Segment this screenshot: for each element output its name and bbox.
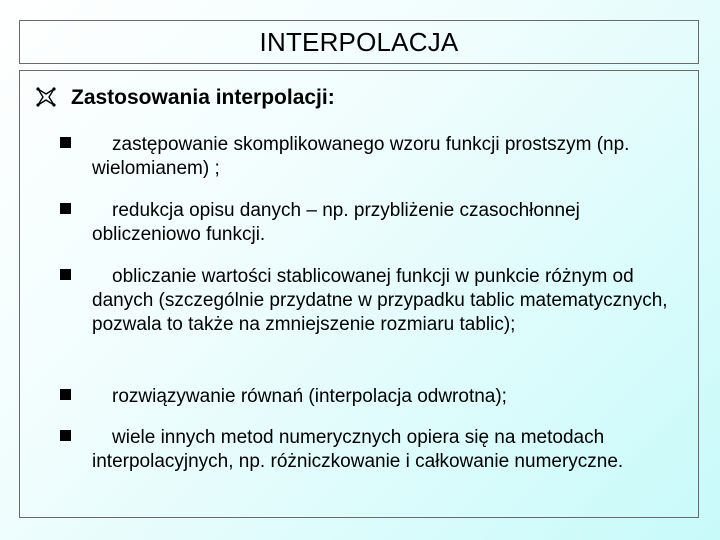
list-item bbox=[60, 265, 680, 337]
list-item-text: obliczanie wartości stablicowanej funkcji w punkcie różnym od danych (szczególnie przydatne w przypadku tablic matematycznych, pozwala to także na zmniejszenie rozmiaru tablic); bbox=[92, 266, 668, 335]
square-bullet-icon bbox=[60, 203, 71, 214]
section-heading bbox=[35, 85, 335, 111]
section-heading-text: Zastosowania interpolacji: bbox=[71, 86, 335, 109]
slide-title: INTERPOLACJA bbox=[259, 26, 459, 57]
slide-title-box bbox=[19, 20, 699, 64]
list-item-text: rozwiązywanie równań (interpolacja odwrotna); bbox=[112, 386, 507, 407]
square-bullet-icon bbox=[60, 389, 71, 400]
square-bullet-icon bbox=[60, 137, 71, 148]
list-item bbox=[60, 426, 680, 474]
square-bullet-icon bbox=[60, 430, 71, 441]
quad-star-bullet-icon bbox=[35, 86, 57, 108]
list-item bbox=[60, 385, 680, 409]
list-item bbox=[60, 133, 680, 181]
list-item-text: wiele innych metod numerycznych opiera się na metodach interpolacyjnych, np. różniczkowanie i całkowanie numeryczne. bbox=[92, 427, 624, 472]
square-bullet-icon bbox=[60, 269, 71, 280]
list-item bbox=[60, 199, 680, 247]
list-item-text: redukcja opisu danych – np. przybliżenie czasochłonnej obliczeniowo funkcji. bbox=[92, 200, 580, 245]
list-item-text: zastępowanie skomplikowanego wzoru funkcji prostszym (np. wielomianem) ; bbox=[92, 134, 630, 179]
slide-content-box bbox=[19, 70, 699, 518]
